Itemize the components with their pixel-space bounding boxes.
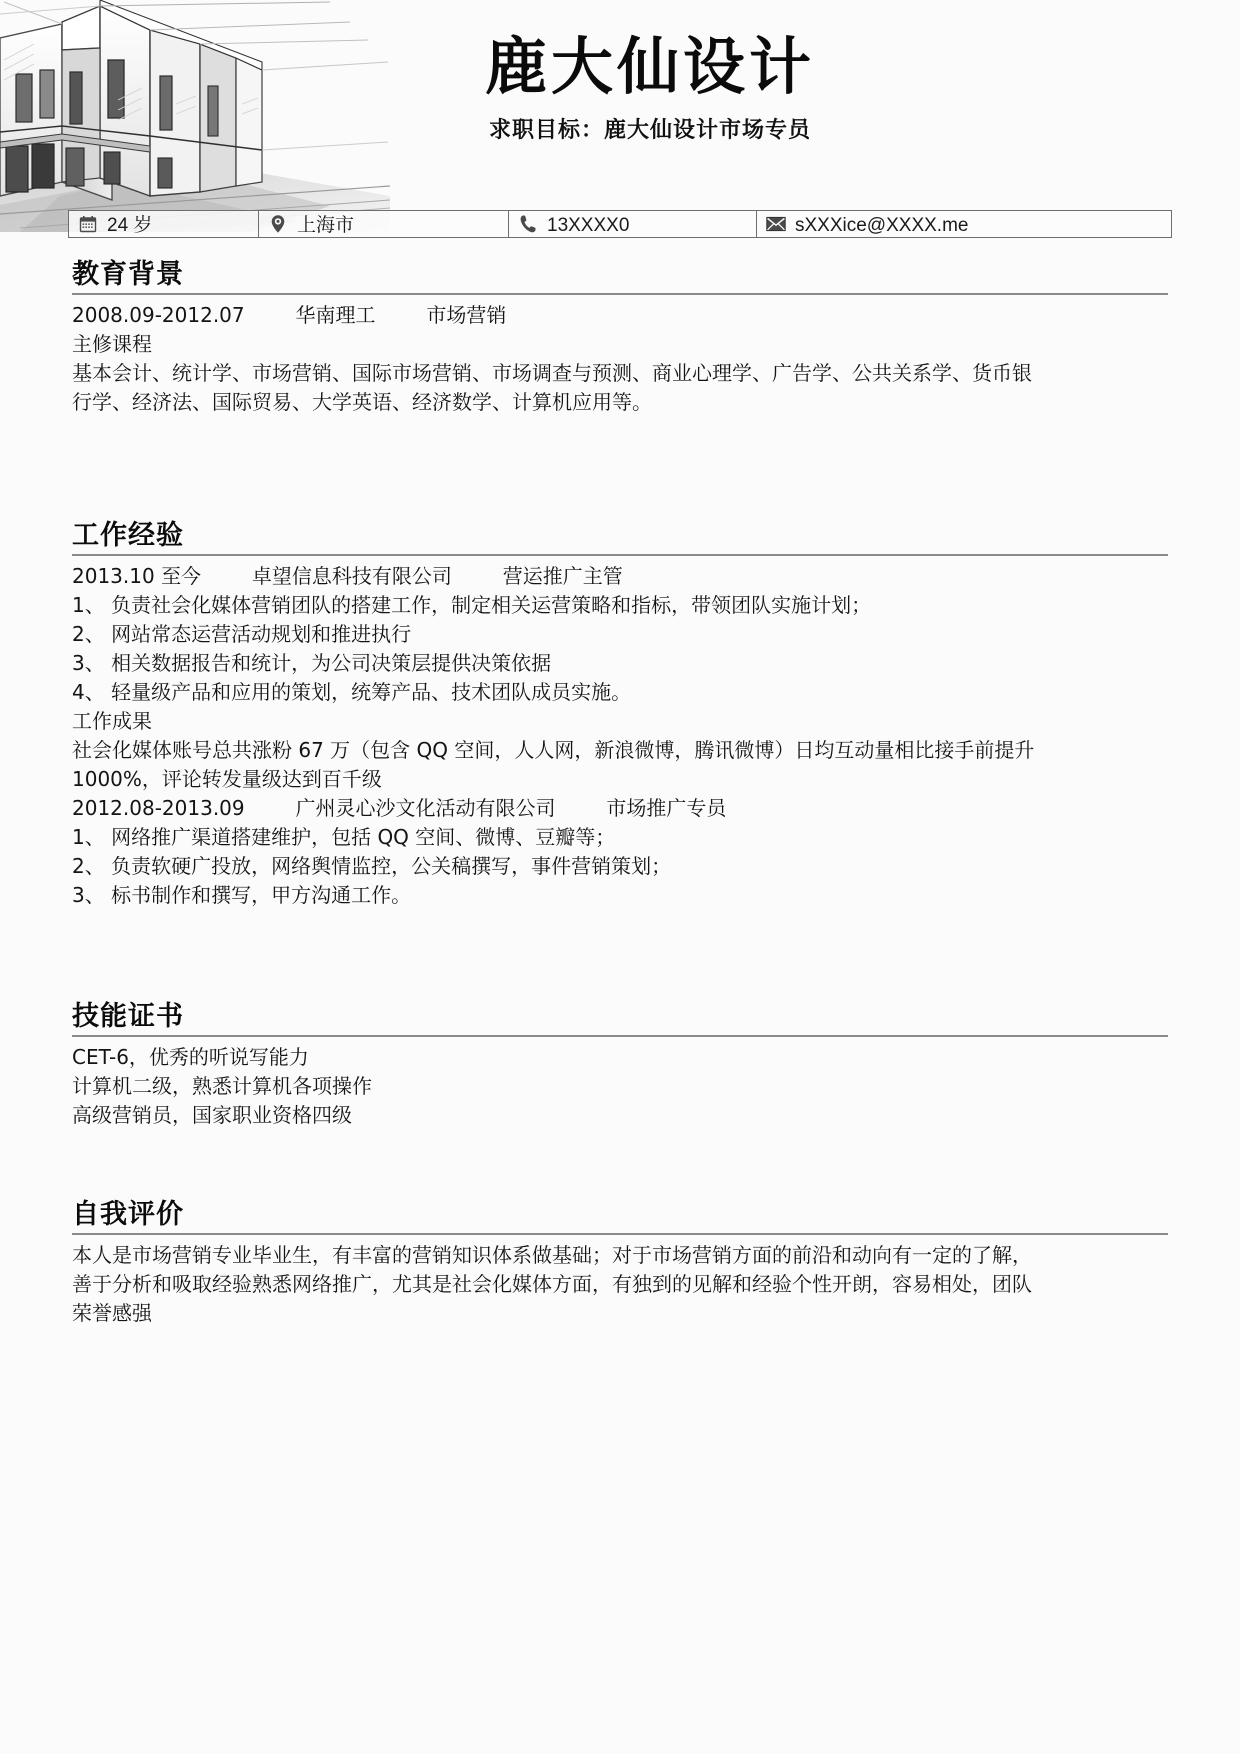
self-eval-line: 善于分析和吸取经验熟悉网络推广，尤其是社会化媒体方面，有独到的见解和经验个性开朗，容易相处，团队	[72, 1272, 1032, 1296]
education-line: 2008.09-2012.07 华南理工 市场营销	[72, 303, 507, 327]
section-spacer	[72, 417, 1168, 513]
job-objective: 求职目标：鹿大仙设计市场专员	[488, 118, 811, 144]
contact-phone-value: 13XXXX0	[547, 214, 630, 236]
work-line: 2、 网站常态运营活动规划和推进执行	[72, 622, 412, 646]
section-spacer	[72, 1130, 1168, 1192]
contact-bar	[68, 210, 1172, 238]
education-line: 基本会计、统计学、市场营销、国际市场营销、市场调查与预测、商业心理学、广告学、公共关系学、货币银	[72, 361, 1032, 385]
contact-city-value: 上海市	[297, 214, 355, 236]
section-title-self-evaluation: 自我评价	[72, 1199, 184, 1230]
section-title-skills-certificates: 技能证书	[72, 1001, 184, 1032]
self-eval-line: 本人是市场营销专业毕业生，有丰富的营销知识体系做基础；对于市场营销方面的前沿和动向有一定的了解，	[72, 1243, 1032, 1267]
section-work-experience	[72, 513, 1168, 910]
contact-city	[259, 211, 509, 237]
resume-header	[0, 0, 1240, 232]
contact-email	[757, 211, 1171, 237]
section-self-evaluation	[72, 1192, 1168, 1328]
contact-age	[69, 211, 259, 237]
section-divider	[72, 554, 1168, 556]
skill-line: 高级营销员，国家职业资格四级	[72, 1103, 352, 1127]
section-education	[72, 252, 1168, 417]
work-line: 1、 网络推广渠道搭建维护，包括 QQ 空间、微博、豆瓣等；	[72, 825, 616, 849]
work-line: 1、 负责社会化媒体营销团队的搭建工作，制定相关运营策略和指标，带领团队实施计划；	[72, 593, 872, 617]
education-line: 行学、经济法、国际贸易、大学英语、经济数学、计算机应用等。	[72, 390, 652, 414]
education-line: 主修课程	[72, 332, 152, 356]
location-pin-icon	[267, 213, 289, 235]
skill-line: 计算机二级，熟悉计算机各项操作	[72, 1074, 372, 1098]
section-divider	[72, 1035, 1168, 1037]
header-titles	[340, 30, 960, 144]
work-line: 3、 相关数据报告和统计，为公司决策层提供决策依据	[72, 651, 552, 675]
envelope-icon	[765, 213, 787, 235]
section-spacer	[72, 910, 1168, 994]
calendar-icon	[77, 213, 99, 235]
self-eval-line: 荣誉感强	[72, 1301, 152, 1325]
contact-phone	[509, 211, 757, 237]
work-line: 3、 标书制作和撰写，甲方沟通工作。	[72, 883, 412, 907]
section-title-work-experience: 工作经验	[72, 520, 184, 551]
work-line: 4、 轻量级产品和应用的策划，统筹产品、技术团队成员实施。	[72, 680, 632, 704]
section-divider	[72, 1233, 1168, 1235]
work-line: 2012.08-2013.09 广州灵心沙文化活动有限公司 市场推广专员	[72, 796, 727, 820]
resume-body	[72, 252, 1168, 1328]
work-line: 2013.10 至今 卓望信息科技有限公司 营运推广主管	[72, 564, 623, 588]
candidate-name: 鹿大仙设计	[484, 30, 815, 103]
work-line: 工作成果	[72, 709, 152, 733]
phone-icon	[517, 213, 539, 235]
contact-age-value: 24 岁	[107, 214, 153, 236]
section-skills-certificates	[72, 994, 1168, 1130]
skill-line: CET-6，优秀的听说写能力	[72, 1045, 309, 1069]
building-sketch-illustration	[0, 0, 390, 232]
section-title-education: 教育背景	[72, 259, 184, 290]
work-line: 2、 负责软硬广投放，网络舆情监控，公关稿撰写，事件营销策划；	[72, 854, 672, 878]
contact-email-value: sXXXice@XXXX.me	[795, 214, 969, 236]
work-line: 1000%，评论转发量级达到百千级	[72, 767, 382, 791]
work-line: 社会化媒体账号总共涨粉 67 万（包含 QQ 空间，人人网，新浪微博，腾讯微博）日均互动量相比接手前提升	[72, 738, 1035, 762]
section-divider	[72, 293, 1168, 295]
